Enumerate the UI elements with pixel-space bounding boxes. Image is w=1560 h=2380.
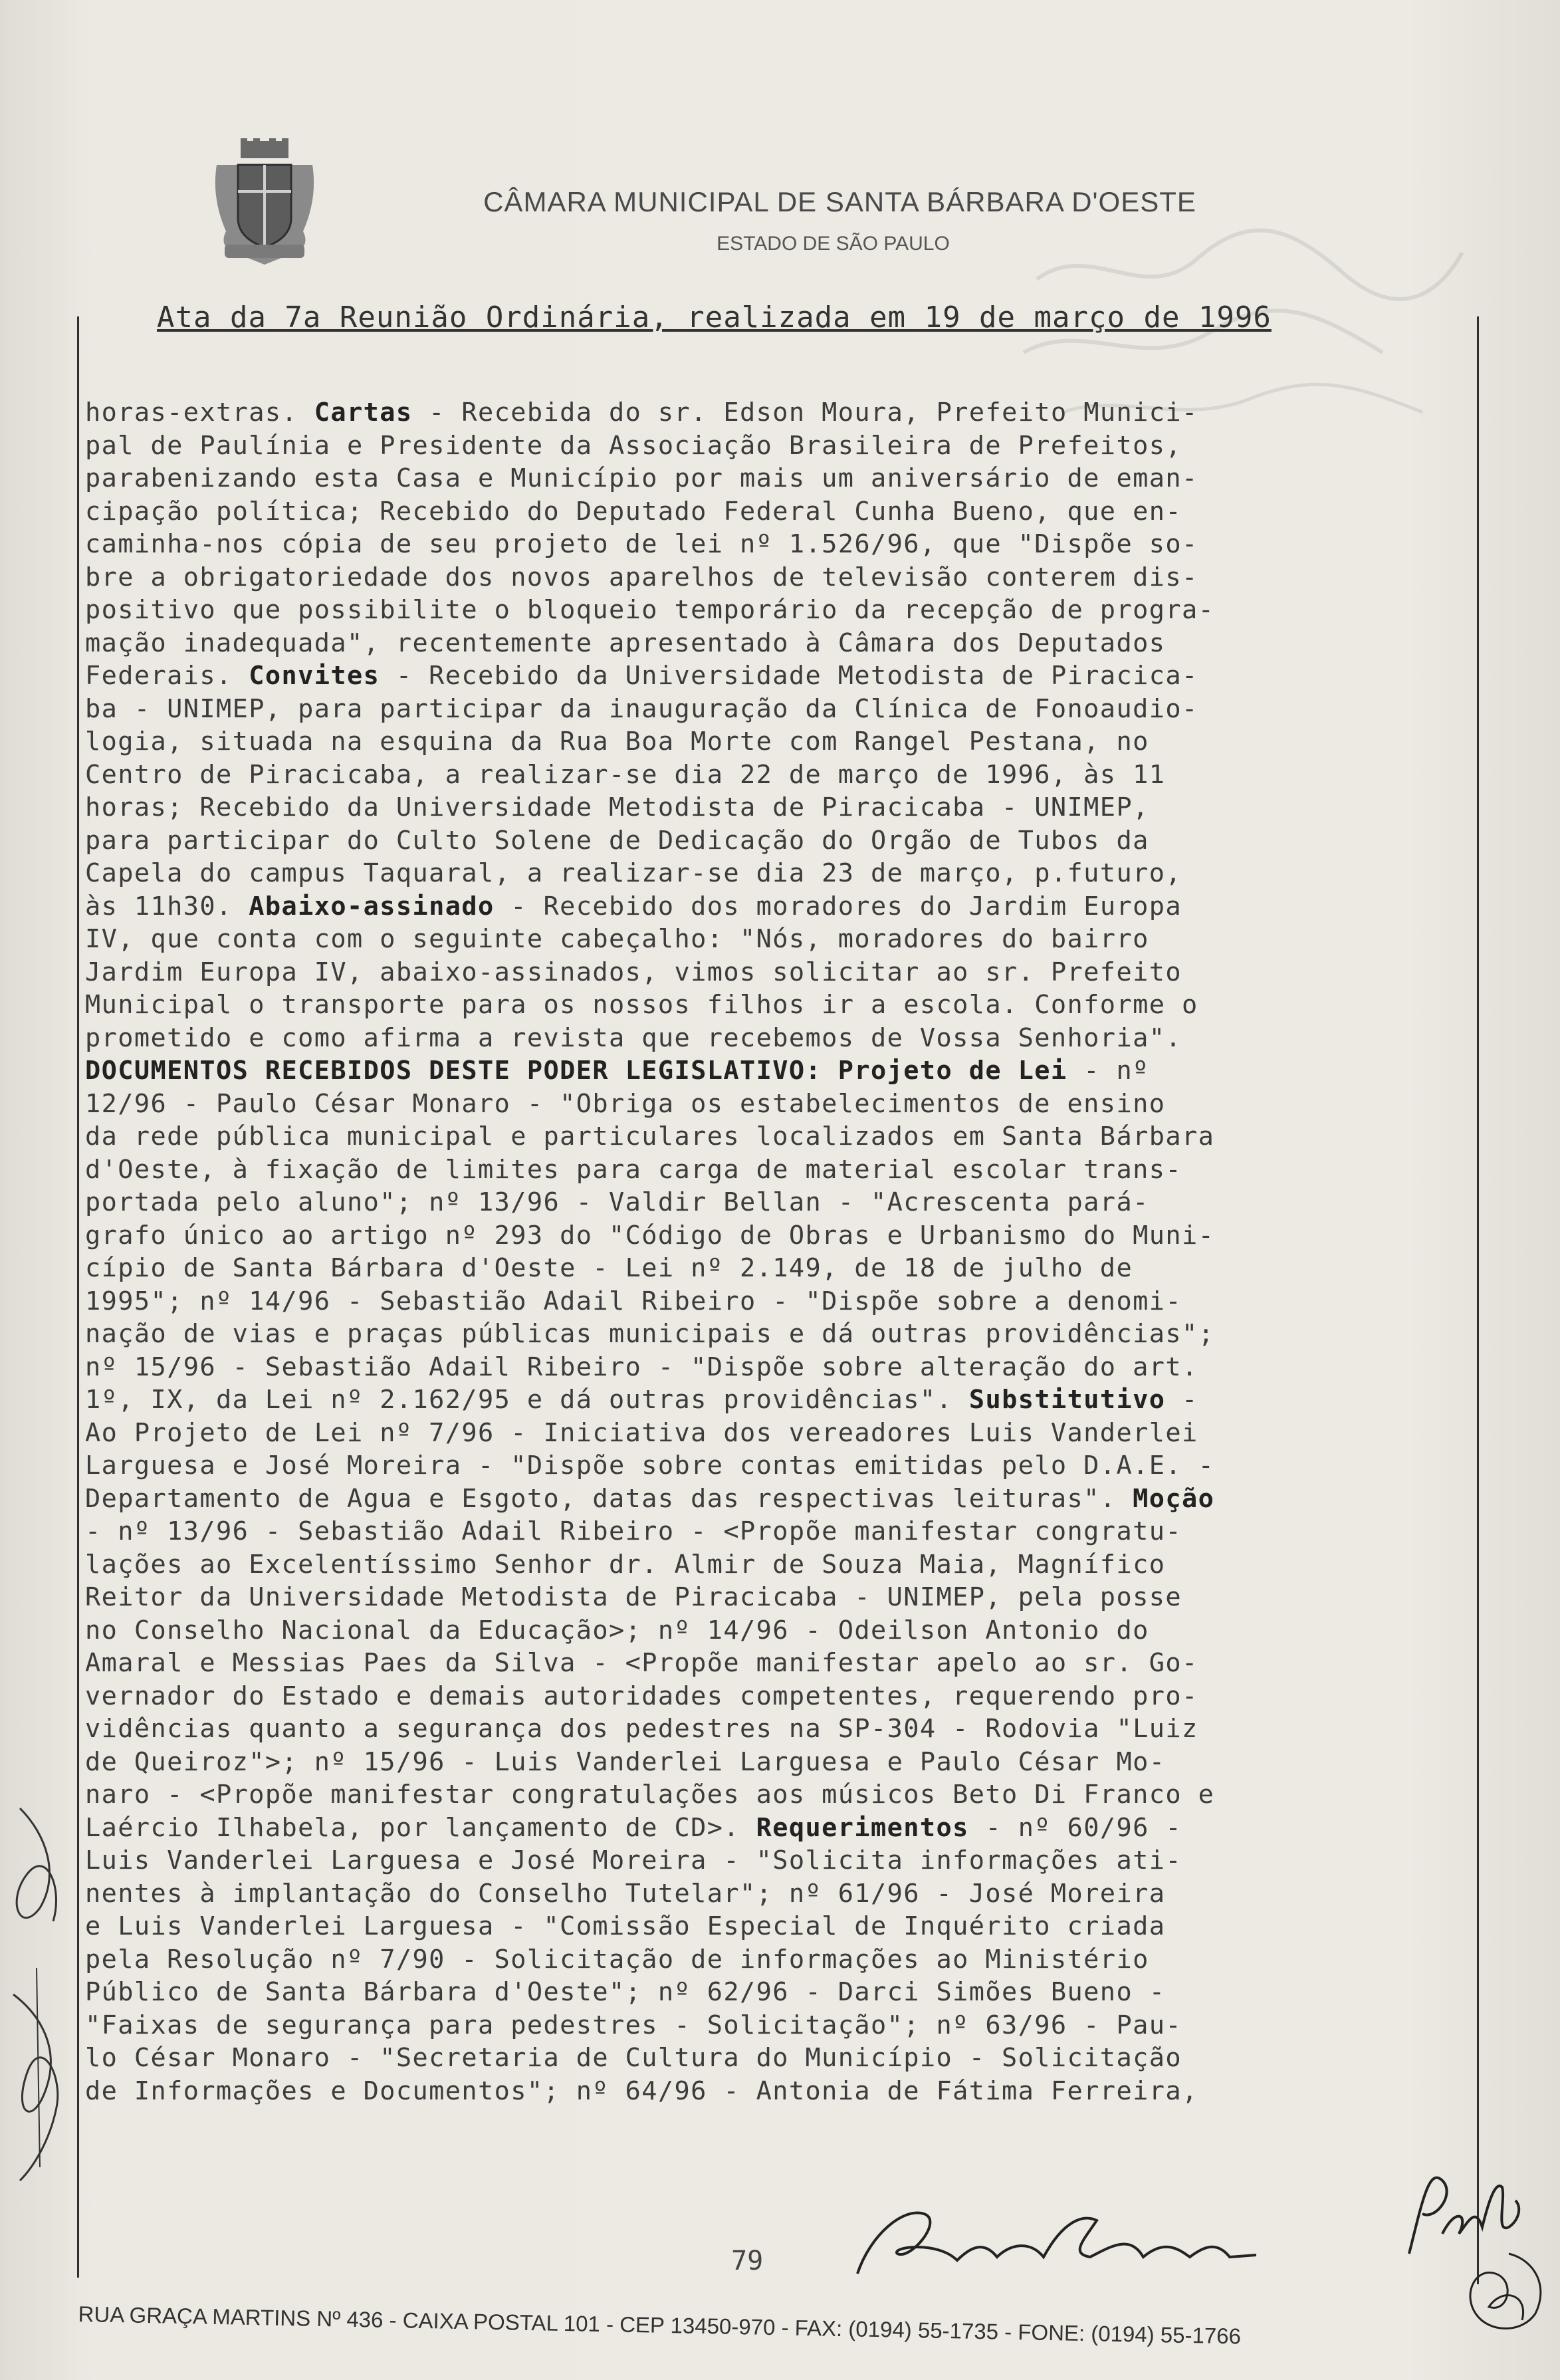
line-text: d'Oeste, à fixação de limites para carga de material escolar trans- — [85, 1154, 1182, 1185]
minutes-line — [85, 1515, 1474, 1548]
minutes-line — [85, 923, 1474, 956]
minutes-line — [85, 956, 1474, 989]
line-text: nação de vias e praças públicas municipais e dá outras providências"; — [85, 1319, 1215, 1349]
minutes-line — [85, 1186, 1474, 1219]
minutes-line — [85, 2075, 1474, 2108]
minutes-line — [85, 495, 1474, 529]
line-text: lações ao Excelentíssimo Senhor dr. Almir de Souza Maia, Magnífico — [85, 1549, 1166, 1580]
line-text: Laércio Ilhabela, por lançamento de CD>. — [85, 1812, 756, 1843]
minutes-line — [85, 1713, 1474, 1746]
minutes-line — [85, 594, 1474, 627]
line-text: ba - UNIMEP, para participar da inauguração da Clínica de Fonoaudio- — [85, 693, 1198, 724]
line-text: mação inadequada", recentemente apresentado à Câmara dos Deputados — [85, 628, 1166, 658]
line-text: pela Resolução nº 7/90 - Solicitação de informações ao Ministério — [85, 1944, 1149, 1974]
minutes-line — [85, 1844, 1474, 1877]
minutes-line — [85, 1548, 1474, 1582]
minutes-line — [85, 1976, 1474, 2009]
line-text: prometido e como afirma a revista que recebemos de Vossa Senhoria". — [85, 1022, 1182, 1053]
minutes-line — [85, 693, 1474, 726]
line-text: Reitor da Universidade Metodista de Piracicaba - UNIMEP, pela posse — [85, 1582, 1182, 1612]
line-text: - — [1165, 1385, 1198, 1415]
minutes-line — [85, 462, 1474, 495]
line-text: - nº 60/96 - — [968, 1812, 1182, 1843]
minutes-line — [85, 2009, 1474, 2042]
minutes-line — [85, 1088, 1474, 1121]
left-margin-rule — [77, 316, 79, 2278]
state-name: ESTADO DE SÃO PAULO — [717, 233, 950, 255]
line-text: no Conselho Nacional da Educação>; nº 14/96 - Odeilson Antonio do — [85, 1615, 1149, 1645]
minutes-line — [85, 1449, 1474, 1483]
line-text: vernador do Estado e demais autoridades competentes, requerendo pro- — [85, 1681, 1198, 1711]
bottom-signature — [844, 2194, 1283, 2287]
line-text: horas; Recebido da Universidade Metodista de Piracicaba - UNIMEP, — [85, 792, 1149, 822]
line-text: caminha-nos cópia de seu projeto de lei nº 1.526/96, que "Dispõe so- — [85, 529, 1198, 559]
minutes-line — [85, 1285, 1474, 1318]
line-text: - Recebido dos moradores do Jardim Europa — [494, 891, 1182, 921]
line-text: para participar do Culto Solene de Dedicação do Orgão de Tubos da — [85, 825, 1149, 856]
line-text: IV, que conta com o seguinte cabeçalho: "Nós, moradores do bairro — [85, 924, 1149, 954]
minutes-line — [85, 1910, 1474, 1943]
minutes-line — [85, 659, 1474, 693]
line-text: naro - <Propõe manifestar congratulações aos músicos Beto Di Franco e — [85, 1780, 1215, 1810]
line-text: "Faixas de segurança para pedestres - Solicitação"; nº 63/96 - Pau- — [85, 2010, 1182, 2040]
line-text: 1995"; nº 14/96 - Sebastião Adail Ribeiro - "Dispõe sobre a denomi- — [85, 1286, 1182, 1316]
minutes-line — [85, 989, 1474, 1022]
minutes-line — [85, 857, 1474, 890]
minutes-line — [85, 1581, 1474, 1614]
line-text: grafo único ao artigo nº 293 do "Código de Obras e Urbanismo do Muni- — [85, 1220, 1215, 1250]
minutes-line — [85, 1812, 1474, 1845]
section-heading: Convites — [249, 661, 380, 691]
line-text: 12/96 - Paulo César Monaro - "Obriga os estabelecimentos de ensino — [85, 1088, 1166, 1119]
minutes-line — [85, 725, 1474, 759]
section-heading: Abaixo-assinado — [249, 891, 495, 921]
minutes-line — [85, 1022, 1474, 1055]
line-text: da rede pública municipal e particulares localizados em Santa Bárbara — [85, 1122, 1215, 1151]
minutes-title: Ata da 7a Reunião Ordinária, realizada em 19 de março de 1996 — [157, 300, 1272, 334]
line-text: Amaral e Messias Paes da Silva - <Propõe manifestar apelo ao sr. Go- — [85, 1648, 1198, 1678]
section-heading: DOCUMENTOS RECEBIDOS DESTE PODER LEGISLATIVO: Projeto de Lei — [85, 1056, 1067, 1086]
line-text: pal de Paulínia e Presidente da Associação Brasileira de Prefeitos, — [85, 430, 1182, 461]
bottom-right-initials — [1462, 2247, 1555, 2340]
line-text: de Informações e Documentos"; nº 64/96 - Antonia de Fátima Ferreira, — [85, 2076, 1198, 2106]
line-text: Larguesa e José Moreira - "Dispõe sobre contas emitidas pelo D.A.E. - — [85, 1451, 1215, 1481]
minutes-line — [85, 2042, 1474, 2075]
minutes-line — [85, 1417, 1474, 1450]
minutes-line — [85, 1877, 1474, 1911]
minutes-line — [85, 1778, 1474, 1812]
line-text: - Recebida do sr. Edson Moura, Prefeito Munici- — [412, 398, 1198, 427]
line-text: Luis Vanderlei Larguesa e José Moreira - "Solicita informações ati- — [85, 1845, 1182, 1875]
minutes-line — [85, 791, 1474, 824]
minutes-line — [85, 890, 1474, 923]
line-text: Departamento de Agua e Esgoto, datas das respectivas leituras". — [85, 1483, 1133, 1514]
minutes-line — [85, 1680, 1474, 1713]
minutes-line — [85, 561, 1474, 594]
line-text: Centro de Piracicaba, a realizar-se dia 22 de março de 1996, às 11 — [85, 759, 1166, 790]
line-text: Capela do campus Taquaral, a realizar-se dia 23 de março, p.futuro, — [85, 858, 1182, 888]
line-text: e Luis Vanderlei Larguesa - "Comissão Especial de Inquérito criada — [85, 1911, 1166, 1941]
line-text: nentes à implantação do Conselho Tutelar"; nº 61/96 - José Moreira — [85, 1878, 1166, 1909]
line-text: Jardim Europa IV, abaixo-assinados, vimos solicitar ao sr. Prefeito — [85, 957, 1182, 987]
line-text: vidências quanto a segurança dos pedestres na SP-304 - Rodovia "Luiz — [85, 1714, 1198, 1744]
line-text: - nº 13/96 - Sebastião Adail Ribeiro - <Propõe manifestar congratu- — [85, 1516, 1182, 1546]
minutes-line — [85, 1318, 1474, 1351]
line-text: - Recebido da Universidade Metodista de Piracica- — [380, 661, 1198, 691]
minutes-body — [85, 396, 1474, 2107]
right-margin-rule — [1477, 316, 1479, 2284]
minutes-line — [85, 1383, 1474, 1417]
minutes-line — [85, 429, 1474, 463]
minutes-line — [85, 1614, 1474, 1647]
chamber-name: CÂMARA MUNICIPAL DE SANTA BÁRBARA D'OESTE — [483, 186, 1196, 217]
minutes-line — [85, 1943, 1474, 1976]
page-number: 79 — [731, 2246, 764, 2276]
line-text: de Queiroz">; nº 15/96 - Luis Vanderlei Larguesa e Paulo César Mo- — [85, 1746, 1166, 1777]
line-text: Federais. — [85, 661, 249, 691]
line-text: cipação política; Recebido do Deputado Federal Cunha Bueno, que en- — [85, 496, 1182, 527]
section-heading: Cartas — [314, 398, 413, 427]
line-text: Ao Projeto de Lei nº 7/96 - Iniciativa dos vereadores Luis Vanderlei — [85, 1417, 1198, 1448]
line-text: horas-extras. — [85, 398, 314, 427]
minutes-line — [85, 396, 1474, 429]
line-text: bre a obrigatoriedade dos novos aparelhos de televisão conterem dis- — [85, 562, 1198, 592]
section-heading: Requerimentos — [756, 1812, 969, 1843]
minutes-line — [85, 1252, 1474, 1285]
line-text: 1º, IX, da Lei nº 2.162/95 e dá outras providências". — [85, 1385, 969, 1415]
minutes-line — [85, 1153, 1474, 1187]
minutes-line — [85, 1120, 1474, 1153]
line-text: - nº — [1067, 1056, 1149, 1086]
line-text: positivo que possibilite o bloqueio temporário da recepção de progra- — [85, 595, 1215, 625]
section-heading: Moção — [1133, 1483, 1215, 1514]
line-text: Municipal o transporte para os nossos filhos ir a escola. Conforme o — [85, 990, 1198, 1020]
line-text: cípio de Santa Bárbara d'Oeste - Lei nº 2.149, de 18 de julho de — [85, 1253, 1133, 1283]
minutes-line — [85, 1219, 1474, 1252]
line-text: lo César Monaro - "Secretaria de Cultura do Município - Solicitação — [85, 2043, 1182, 2073]
minutes-line — [85, 1746, 1474, 1779]
minutes-line — [85, 528, 1474, 561]
minutes-line — [85, 759, 1474, 792]
left-margin-signatures — [0, 1795, 73, 2194]
section-heading: Substitutivo — [968, 1385, 1166, 1415]
minutes-line — [85, 627, 1474, 660]
minutes-line — [85, 824, 1474, 858]
line-text: logia, situada na esquina da Rua Boa Morte com Rangel Pestana, no — [85, 727, 1149, 757]
line-text: portada pelo aluno"; nº 13/96 - Valdir Bellan - "Acrescenta pará- — [85, 1187, 1149, 1217]
minutes-line — [85, 1647, 1474, 1680]
footer-address: RUA GRAÇA MARTINS Nº 436 - CAIXA POSTAL 101 - CEP 13450-970 - FAX: (0194) 55-1735 - FONE: (0194) 55-1766 — [78, 2302, 1242, 2349]
line-text: Público de Santa Bárbara d'Oeste"; nº 62/96 - Darci Simões Bueno - — [85, 1977, 1166, 2007]
minutes-line — [85, 1483, 1474, 1516]
line-text: parabenizando esta Casa e Município por mais um aniversário de eman- — [85, 463, 1198, 493]
line-text: nº 15/96 - Sebastião Adail Ribeiro - "Dispõe sobre alteração do art. — [85, 1352, 1198, 1382]
minutes-line — [85, 1054, 1474, 1088]
minutes-line — [85, 1351, 1474, 1384]
line-text: às 11h30. — [85, 891, 249, 921]
